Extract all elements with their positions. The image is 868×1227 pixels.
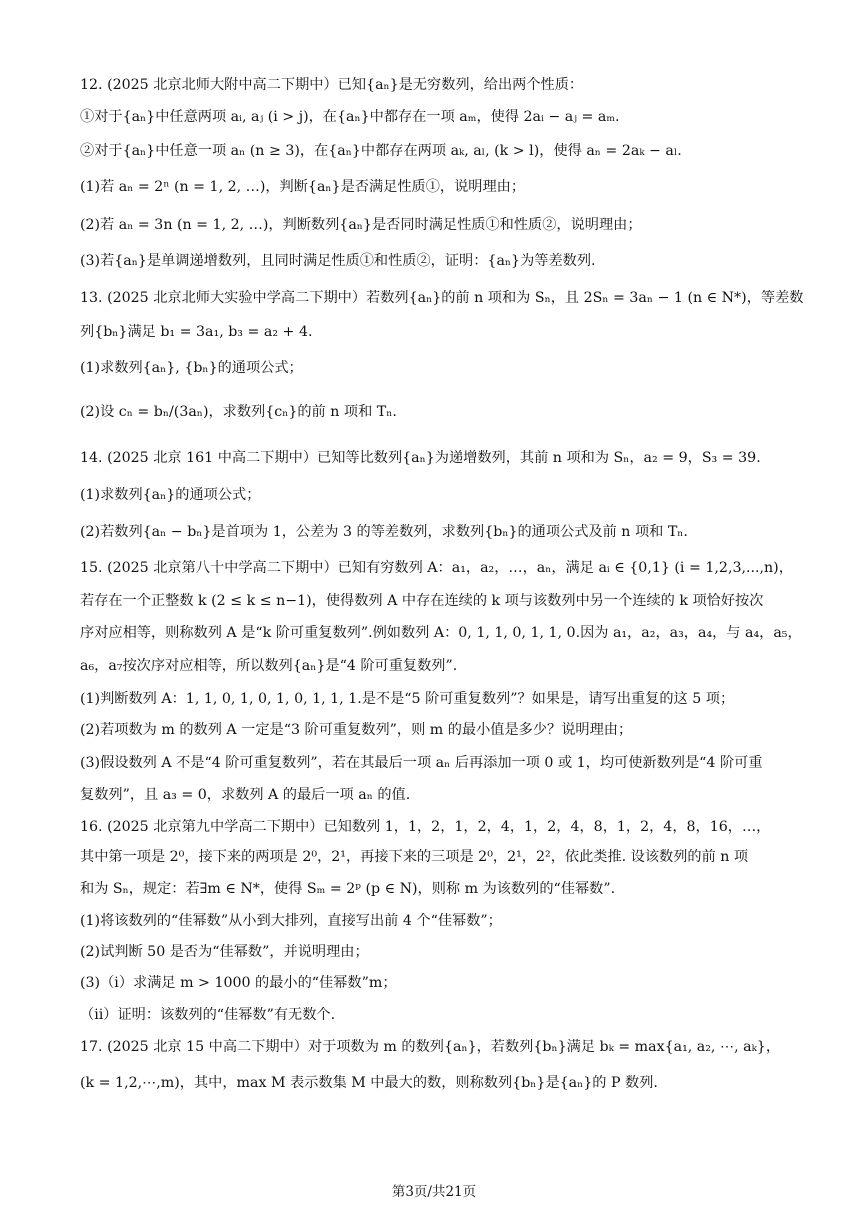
problem-15-text-2: 序对应相等，则称数列 A 是“k 阶可重复数列”.例如数列 A：0, 1, 1, 0, 1, 1, 0.因为 a₁，a₂，a₃，a₄，与 a₄，a₅，	[80, 625, 802, 641]
problem-16-text-2: 和为 Sₙ，规定：若∃m ∈ N*，使得 Sₘ = 2ᵖ (p ∈ N)，则称 m 为该数列的“佳幂数”.	[80, 881, 616, 897]
problem-15-part-3: (3)假设数列 A 不是“4 阶可重复数列”，若在其最后一项 aₙ 后再添加一项 0 或 1，均可使新数列是“4 阶可重	[80, 755, 763, 771]
problem-13-header: 13. (2025 北京北师大实验中学高二下期中）若数列{aₙ}的前 n 项和为 Sₙ，且 2Sₙ = 3aₙ − 1 (n ∈ N*)，等差数	[80, 290, 804, 306]
problem-12-part-3: (3)若{aₙ}是单调递增数列，且同时满足性质①和性质②，证明：{aₙ}为等差数列.	[80, 253, 596, 269]
problem-12-property-2: ②对于{aₙ}中任意一项 aₙ (n ≥ 3)，在{aₙ}中都存在两项 aₖ, aₗ, (k > l)，使得 aₙ = 2aₖ − aₗ.	[80, 143, 682, 159]
problem-13-part-1: (1)求数列{aₙ}, {bₙ}的通项公式；	[80, 360, 303, 376]
problem-12-property-1: ①对于{aₙ}中任意两项 aᵢ, aⱼ (i > j)，在{aₙ}中都存在一项 aₘ，使得 2aᵢ − aⱼ = aₘ.	[80, 109, 620, 125]
problem-16-header: 16. (2025 北京第九中学高二下期中）已知数列 1，1，2，1，2，4，1，2，4，8，1，2，4，8，16，…，	[80, 819, 771, 835]
problem-12-part-2: (2)若 aₙ = 3n (n = 1, 2, …)，判断数列{aₙ}是否同时满足性质①和性质②，说明理由；	[80, 217, 642, 233]
problem-15-text-1: 若存在一个正整数 k (2 ≤ k ≤ n−1)，使得数列 A 中存在连续的 k 项与该数列中另一个连续的 k 项恰好按次	[80, 593, 764, 609]
problem-15-part-1: (1)判断数列 A：1, 1, 0, 1, 0, 1, 0, 1, 1, 1.是不是“5 阶可重复数列”？如果是，请写出重复的这 5 项；	[80, 691, 735, 707]
page-number: 第3页/共21页	[391, 1184, 477, 1200]
problem-12-header: 12. (2025 北京北师大附中高二下期中）已知{aₙ}是无穷数列，给出两个性质：	[80, 77, 584, 93]
problem-15-text-3: a₆，a₇按次序对应相等，所以数列{aₙ}是“4 阶可重复数列”.	[80, 658, 458, 674]
problem-13-header-cont: 列{bₙ}满足 b₁ = 3a₁, b₃ = a₂ + 4.	[80, 324, 313, 340]
problem-14-part-2: (2)若数列{aₙ − bₙ}是首项为 1，公差为 3 的等差数列，求数列{bₙ}的通项公式及前 n 项和 Tₙ.	[80, 524, 688, 540]
problem-15-part-3-cont: 复数列”，且 a₃ = 0，求数列 A 的最后一项 aₙ 的值.	[80, 787, 411, 803]
problem-16-part-3-ii: （ⅱ）证明：该数列的“佳幂数”有无数个.	[80, 1007, 336, 1023]
problem-16-part-1: (1)将该数列的“佳幂数”从小到大排列，直接写出前 4 个“佳幂数”；	[80, 913, 502, 929]
problem-15-part-2: (2)若项数为 m 的数列 A 一定是“3 阶可重复数列”，则 m 的最小值是多少？说明理由；	[80, 722, 633, 738]
problem-15-header: 15. (2025 北京第八十中学高二下期中）已知有穷数列 A：a₁，a₂，…，aₙ，满足 aᵢ ∈ {0,1} (i = 1,2,3,...,n)，	[80, 560, 793, 576]
problem-13-part-2: (2)设 cₙ = bₙ/(3aₙ)，求数列{cₙ}的前 n 项和 Tₙ.	[80, 404, 397, 420]
problem-12-part-1: (1)若 aₙ = 2ⁿ (n = 1, 2, …)，判断{aₙ}是否满足性质①，说明理由；	[80, 179, 526, 195]
problem-16-text-1: 其中第一项是 2⁰，接下来的两项是 2⁰，2¹，再接下来的三项是 2⁰，2¹，2²，依此类推. 设该数列的前 n 项	[80, 849, 749, 865]
problem-17-text-1: (k = 1,2,⋯,m)，其中，max M 表示数集 M 中最大的数，则称数列{bₙ}是{aₙ}的 P 数列.	[80, 1075, 658, 1091]
problem-14-header: 14. (2025 北京 161 中高二下期中）已知等比数列{aₙ}为递增数列，其前 n 项和为 Sₙ，a₂ = 9，S₃ = 39.	[80, 450, 761, 466]
problem-16-part-2: (2)试判断 50 是否为“佳幂数”，并说明理由；	[80, 944, 369, 960]
problem-17-header: 17. (2025 北京 15 中高二下期中）对于项数为 m 的数列{aₙ}，若数列{bₙ}满足 bₖ = max{a₁, a₂, ⋯, aₖ}，	[80, 1039, 781, 1055]
problem-14-part-1: (1)求数列{aₙ}的通项公式；	[80, 487, 261, 503]
problem-16-part-3-i: (3)（ⅰ）求满足 m > 1000 的最小的“佳幂数”m；	[80, 975, 397, 991]
